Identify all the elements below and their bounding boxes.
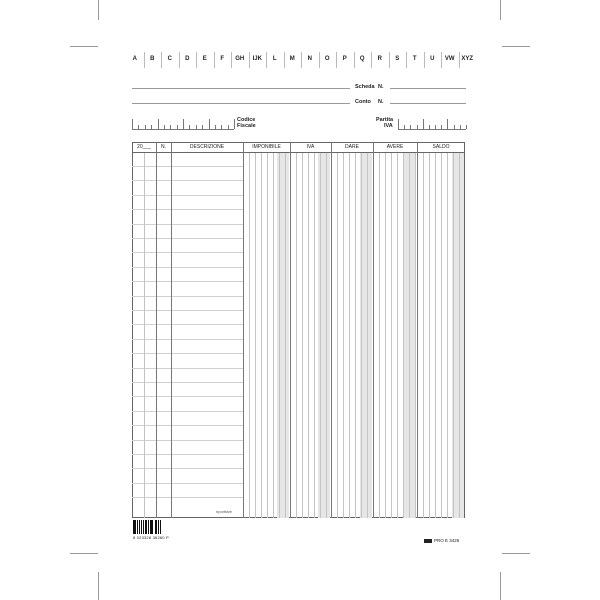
ruler-tick — [460, 125, 461, 129]
table-row-line — [132, 238, 243, 239]
table-row-line — [132, 195, 243, 196]
table-row-line — [132, 310, 243, 311]
ruler-tick — [145, 125, 146, 129]
alphabet-separator — [441, 52, 442, 68]
iva-label: IVA — [384, 123, 393, 129]
ruler-tick — [189, 125, 190, 129]
crop-mark — [500, 0, 501, 20]
alphabet-letter: Q — [359, 56, 365, 62]
digit-divider — [429, 153, 430, 518]
digit-divider — [415, 153, 416, 518]
barcode-bar — [148, 520, 149, 534]
ruler-tick — [170, 125, 171, 129]
alphabet-letter: M — [289, 56, 295, 62]
ruler-tick — [132, 119, 133, 129]
digit-divider — [367, 153, 368, 518]
ruler-tick — [234, 119, 235, 129]
table-row-line — [132, 411, 243, 412]
scheda-number-label: N. — [378, 84, 384, 90]
alphabet-separator — [231, 52, 232, 68]
crop-mark — [70, 46, 98, 47]
digit-divider — [326, 153, 327, 518]
table-row-line — [132, 166, 243, 167]
ledger-table — [132, 142, 465, 518]
table-row-line — [132, 468, 243, 469]
brand-logo-icon — [424, 539, 432, 543]
brand-code: PRO E 3426 — [434, 538, 460, 543]
conto-line — [132, 103, 350, 104]
alphabet-separator — [336, 52, 337, 68]
table-row-line — [132, 209, 243, 210]
ruler-tick — [404, 125, 405, 129]
digit-divider — [435, 153, 436, 518]
column-header: DESCRIZIONE — [189, 144, 225, 150]
date-subdivider — [144, 153, 145, 518]
alphabet-letter: S — [395, 56, 400, 62]
alphabet-letter: VW — [444, 56, 455, 62]
alphabet-letter: N — [307, 56, 312, 62]
alphabet-separator — [354, 52, 355, 68]
ruler-tick — [435, 125, 436, 129]
codice-fiscale-field — [132, 117, 234, 130]
table-row-line — [132, 454, 243, 455]
digit-divider — [397, 153, 398, 518]
ruler-tick — [423, 119, 424, 129]
digit-divider — [285, 153, 286, 518]
digit-divider — [255, 153, 256, 518]
alphabet-separator — [249, 52, 250, 68]
ean-code: 8 023328 36260 P — [133, 535, 169, 540]
alphabet-separator — [459, 52, 460, 68]
table-row-line — [132, 483, 243, 484]
barcode-bar — [160, 520, 161, 534]
alphabet-letter: XYZ — [461, 56, 474, 62]
digit-divider — [379, 153, 380, 518]
alphabet-separator — [371, 52, 372, 68]
barcode-bar — [158, 520, 159, 534]
conto-label: Conto — [355, 99, 371, 105]
crop-mark — [98, 572, 99, 600]
alphabet-letter: P — [342, 56, 347, 62]
column-header: IMPONIBILE — [252, 144, 281, 150]
ruler-tick — [177, 125, 178, 129]
digit-divider — [391, 153, 392, 518]
digit-divider — [314, 153, 315, 518]
ruler-tick — [447, 119, 448, 129]
alphabet-separator — [301, 52, 302, 68]
ruler-tick — [196, 125, 197, 129]
alphabet-letter: IJK — [252, 56, 262, 62]
alphabet-letter: E — [202, 56, 207, 62]
ruler-tick — [228, 125, 229, 129]
column-divider — [331, 142, 332, 518]
table-row-line — [132, 267, 243, 268]
alphabet-separator — [406, 52, 407, 68]
column-header: IVA — [306, 144, 315, 150]
alphabet-separator — [389, 52, 390, 68]
digit-divider — [302, 153, 303, 518]
table-row-line — [132, 396, 243, 397]
column-header: AVERE — [386, 144, 404, 150]
digit-divider — [267, 153, 268, 518]
digit-divider — [355, 153, 356, 518]
digit-divider — [249, 153, 250, 518]
ruler-tick — [417, 125, 418, 129]
alphabet-letter: L — [272, 56, 277, 62]
digit-divider — [403, 153, 404, 518]
table-row-line — [132, 497, 243, 498]
ruler-tick — [209, 119, 210, 129]
alphabet-letter: T — [412, 56, 417, 62]
alphabet-separator — [266, 52, 267, 68]
table-row-line — [132, 296, 243, 297]
alphabet-separator — [179, 52, 180, 68]
table-row-line — [132, 252, 243, 253]
alphabet-index — [126, 56, 476, 66]
alphabet-letter: R — [377, 56, 382, 62]
barcode-bar — [137, 520, 138, 534]
table-row-line — [132, 339, 243, 340]
table-row-line — [132, 440, 243, 441]
ruler-tick — [410, 125, 411, 129]
table-row-line — [132, 180, 243, 181]
partita-iva-field — [398, 117, 466, 130]
carry-forward-label: riporttare — [216, 509, 233, 514]
digit-divider — [385, 153, 386, 518]
barcode-bar — [145, 520, 147, 534]
digit-divider — [261, 153, 262, 518]
digit-divider — [447, 153, 448, 518]
column-divider — [156, 142, 157, 518]
fiscale-label: Fiscale — [237, 123, 256, 129]
crop-mark — [502, 553, 530, 554]
column-divider — [243, 142, 244, 518]
table-row-line — [132, 368, 243, 369]
crop-mark — [70, 553, 98, 554]
ruler-tick — [398, 119, 399, 129]
table-row-line — [132, 324, 243, 325]
alphabet-separator — [144, 52, 145, 68]
alphabet-separator — [424, 52, 425, 68]
conto-number-line — [390, 103, 466, 104]
scheda-line — [132, 88, 350, 89]
table-row-line — [132, 224, 243, 225]
alphabet-letter: F — [220, 56, 225, 62]
alphabet-separator — [161, 52, 162, 68]
column-divider — [290, 142, 291, 518]
table-row-line — [132, 353, 243, 354]
table-row-line — [132, 382, 243, 383]
alphabet-letter: A — [132, 56, 137, 62]
ruler-tick — [183, 119, 184, 129]
table-row-line — [132, 281, 243, 282]
alphabet-separator — [284, 52, 285, 68]
digit-divider — [320, 153, 321, 518]
barcode — [133, 520, 167, 534]
ruler-tick — [164, 125, 165, 129]
digit-divider — [423, 153, 424, 518]
alphabet-letter: U — [430, 56, 435, 62]
column-divider — [417, 142, 418, 518]
digit-divider — [453, 153, 454, 518]
partita-label: Partita — [376, 117, 394, 123]
column-header: DARE — [345, 144, 359, 150]
table-row-line — [132, 425, 243, 426]
ruler-tick — [138, 125, 139, 129]
barcode-bar — [151, 520, 152, 534]
ruler-tick — [151, 125, 152, 129]
alphabet-letter: O — [324, 56, 330, 62]
codice-label: Codice — [237, 117, 256, 123]
column-divider — [373, 142, 374, 518]
column-header: 20___ — [137, 144, 151, 150]
digit-divider — [409, 153, 410, 518]
ruler-tick — [221, 125, 222, 129]
column-header: N. — [161, 144, 166, 150]
digit-divider — [273, 153, 274, 518]
ruler-tick — [466, 125, 467, 129]
crop-mark — [98, 0, 99, 20]
ruler-tick — [454, 125, 455, 129]
conto-number-label: N. — [378, 99, 384, 105]
digit-divider — [343, 153, 344, 518]
digit-divider — [361, 153, 362, 518]
digit-divider — [349, 153, 350, 518]
digit-divider — [279, 153, 280, 518]
brand-mark — [424, 538, 459, 543]
ruler-tick — [441, 125, 442, 129]
ruler-tick — [202, 125, 203, 129]
column-header: SALDO — [432, 144, 450, 150]
ruler-tick — [215, 125, 216, 129]
digit-divider — [296, 153, 297, 518]
column-divider — [171, 142, 172, 518]
digit-divider — [459, 153, 460, 518]
alphabet-separator — [214, 52, 215, 68]
digit-divider — [337, 153, 338, 518]
ruler-tick — [158, 119, 159, 129]
alphabet-letter: C — [167, 56, 172, 62]
digit-divider — [441, 153, 442, 518]
scheda-number-line — [390, 88, 466, 89]
digit-divider — [308, 153, 309, 518]
crop-mark — [502, 46, 530, 47]
alphabet-letter: D — [185, 56, 190, 62]
scheda-label: Scheda — [355, 84, 375, 90]
crop-mark — [500, 572, 501, 600]
alphabet-letter: GH — [235, 56, 245, 62]
ruler-tick — [429, 125, 430, 129]
barcode-bar — [139, 520, 140, 534]
alphabet-separator — [319, 52, 320, 68]
alphabet-letter: B — [150, 56, 155, 62]
alphabet-separator — [196, 52, 197, 68]
